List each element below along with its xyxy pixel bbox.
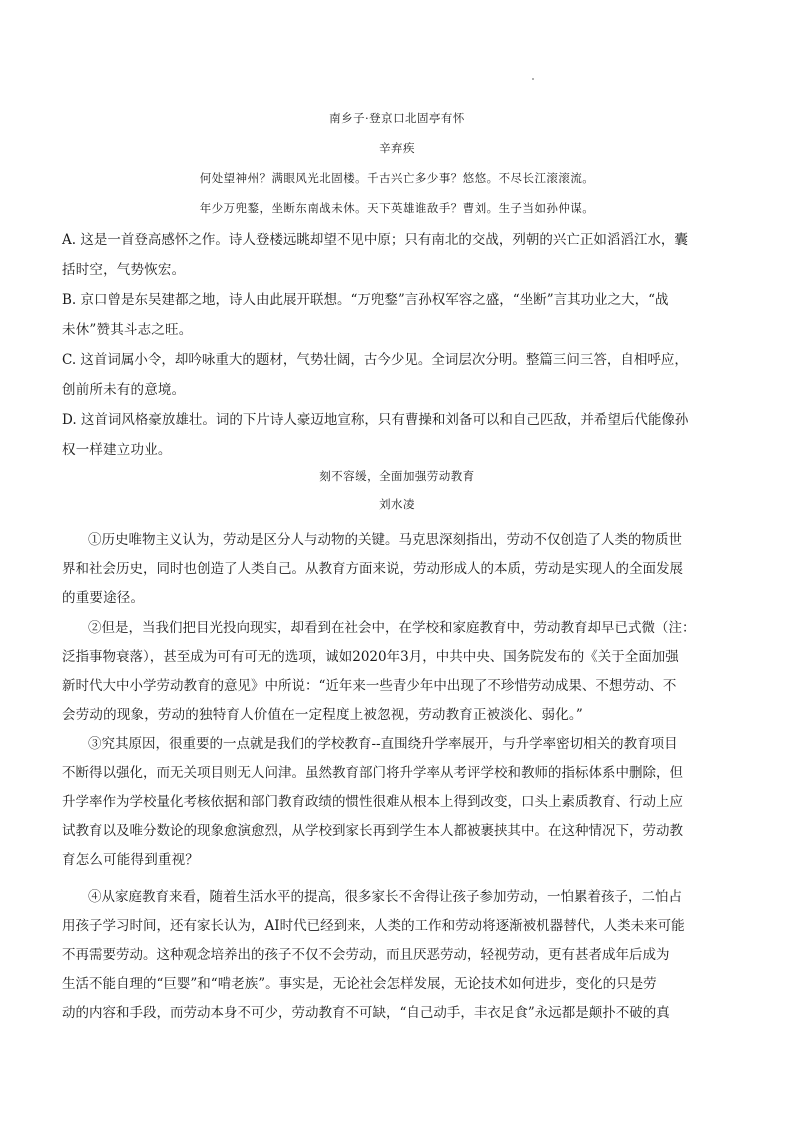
option-b-line-2: 未休”赞其斗志之旺。 [62,322,193,338]
essay-p1-line-2: 界和社会历史，同时也创造了人类自己。从教育方面来说，劳动形成人的本质，劳动是实现人的全面发展 [62,561,683,577]
essay-p3-line-3: 升学率作为学校量化考核依据和部门教育政绩的惯性很难从根本上得到改变，口头上素质教育、行动上应 [62,794,683,810]
essay-p3-line-4: 试教育以及唯分数论的现象愈演愈烈，从学校到家长再到学生本人都被裹挟其中。在这种情况下，劳动教 [62,823,683,839]
option-a-line-1: A. 这是一首登高感怀之作。诗人登楼远眺却望不见中原；只有南北的交战，列朝的兴亡正如滔滔江水，囊 [62,232,688,248]
essay-p4-line-1: ④从家庭教育来看，随着生活水平的提高，很多家长不舍得让孩子参加劳动，一怕累着孩子，二怕占 [88,889,682,905]
essay-p1-line-3: 的重要途径。 [62,590,145,606]
option-c-line-2: 创前所未有的意境。 [62,382,186,398]
essay-p4-line-5: 动的内容和手段，而劳动本身不可少，劳动教育不可缺，“自己动手，丰衣足食”永远都是颠扑不破的真 [62,1005,670,1021]
essay-p2-line-3: 新时代大中小学劳动教育的意见》中所说：“近年来一些青少年中出现了不珍惜劳动成果、不想劳动、不 [62,678,677,694]
option-c-line-1: C. 这首词属小令，却吟咏重大的题材，气势壮阔，古今少见。全词层次分明。整篇三问三答，自相呼应， [62,352,688,368]
option-d-line-2: 权一样建立功业。 [62,442,172,458]
essay-p3-line-1: ③究其原因，很重要的一点就是我们的学校教育--直围绕升学率展开，与升学率密切相关的教育项目 [88,736,678,752]
poem-title: 南乡子·登京口北固亭有怀 [329,111,465,125]
essay-p2-line-1: ②但是，当我们把目光投向现实，却看到在社会中，在学校和家庭教育中，劳动教育却早已式微（注： [88,620,696,636]
essay-p4-line-4: 生活不能自理的“巨婴”和“啃老族”。事实是，无论社会怎样发展，无论技术如何进步，变化的只是劳 [62,976,657,992]
poem-line-1: 何处望神州？满眼风光北固楼。千古兴亡多少事？悠悠。不尽长江滚滚流。 [199,171,595,185]
option-a-line-2: 括时空，气势恢宏。 [62,262,186,278]
essay-p2-line-2: 泛指事物衰落），甚至成为可有可无的选项，诚如2020年3月，中共中央、国务院发布的《关于全面加强 [62,649,679,665]
option-d-line-1: D. 这首词风格豪放雄壮。词的下片诗人豪迈地宣称，只有曹操和刘备可以和自己匹敌，并希望后代能像孙 [62,412,689,428]
essay-p1-line-1: ①历史唯物主义认为，劳动是区分人与动物的关键。马克思深刻指出，劳动不仅创造了人类的物质世 [88,532,682,548]
essay-author: 刘水凌 [379,497,415,511]
poem-author: 辛弃疾 [379,141,415,155]
essay-p2-line-4: 会劳动的现象，劳动的独特育人价值在一定程度上被忽视，劳动教育正被淡化、弱化。” [62,707,583,723]
essay-title: 刻不容缓，全面加强劳动教育 [319,469,475,483]
poem-line-2: 年少万兜鍪，坐断东南战未休。天下英雄谁敌手？曹刘。生子当如孙仲谋。 [199,201,595,215]
scan-speck [532,78,534,80]
essay-p3-line-2: 不断得以强化，而无关项目则无人问津。虽然教育部门将升学率从考评学校和教师的指标体系中删除，但 [62,765,683,781]
essay-p3-line-5: 育怎么可能得到重视？ [62,852,199,868]
essay-p4-line-3: 不再需要劳动。这种观念培养出的孩子不仅不会劳动，而且厌恶劳动，轻视劳动，更有甚者成年后成为 [62,947,670,963]
option-b-line-1: B. 京口曾是东吴建都之地，诗人由此展开联想。“万兜鍪”言孙权军容之盛，“坐断”言其功业之大，“战 [62,292,669,308]
essay-p4-line-2: 用孩子学习时间，还有家长认为，AI时代已经到来，人类的工作和劳动将逐渐被机器替代，人类未来可能 [62,918,685,934]
